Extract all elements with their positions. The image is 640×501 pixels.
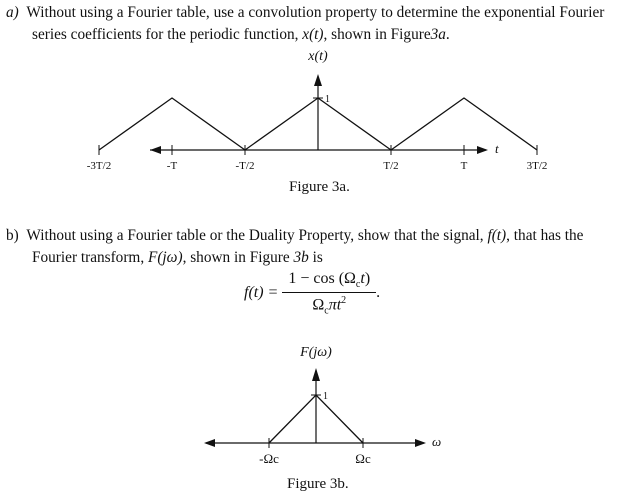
figure-3b-tick-label-1: Ωc	[355, 451, 371, 466]
figure-3b-tick-label-0: -Ωc	[259, 451, 279, 466]
figure-3b-y-label: F(jω)	[300, 345, 332, 360]
part-a-line2-prefix: series coefficients for the periodic function,	[32, 26, 299, 43]
figure-3a-caption: Figure 3a.	[289, 179, 350, 195]
part-a-line1: Without using a Fourier table, use a convolution property to determine the exponential Fourier	[26, 4, 605, 21]
figure-3b-w-axis-arrow-left	[204, 439, 215, 447]
figure-3a-tick-label-0: -3T/2	[86, 160, 112, 172]
part-b-line1-prefix: Without using a Fourier table or the Duality Property, show that the signal,	[26, 227, 484, 244]
figure-3b-w-axis-arrow-right	[415, 439, 426, 447]
figure-3a-tick-label-5: 3T/2	[526, 160, 548, 172]
part-b-figure-ref: 3b	[293, 249, 309, 266]
equation-numerator: $1 - \cos (\Omega_ct)$	[282, 270, 376, 293]
figure-3b-caption: Figure 3b.	[287, 476, 349, 492]
equation-denominator: $\Omega_c\pi t^2$	[312, 295, 347, 317]
equation-end: .	[376, 284, 381, 302]
part-a-label: a)	[6, 4, 19, 21]
part-b-line2-mid: , shown in Figure	[182, 249, 290, 266]
figure-3b-peak-label: 1	[323, 391, 328, 402]
part-b-label: b)	[6, 227, 19, 244]
part-a-line2-mid: , shown in Figure	[323, 26, 431, 43]
part-b-line2-end: is	[312, 249, 323, 266]
part-a-line2-end: .	[445, 26, 450, 43]
figure-3a-tick-label-1: -T	[166, 160, 178, 172]
part-b-line1-end: , that has the	[506, 227, 584, 244]
part-b-function: f(t)	[487, 227, 507, 244]
figure-3a-tick-label-2: -T/2	[235, 160, 255, 172]
figure-3a-tick-label-4: T	[460, 160, 468, 172]
figure-3a-peak-label: 1	[325, 94, 330, 105]
figure-3b-w-axis-label: ω	[432, 434, 442, 449]
figure-3a-t-axis-label: t	[495, 141, 499, 156]
figure-3b-y-axis-arrow	[312, 368, 320, 381]
equation-lhs: f(t) =	[244, 284, 279, 302]
figure-3a-tick-label-3: T/2	[383, 160, 399, 172]
part-a-figure-ref: 3a	[430, 26, 446, 43]
part-b-transform: F(jω)	[147, 249, 183, 266]
part-b-line2-prefix: Fourier transform,	[32, 249, 145, 266]
figure-3a-y-label: x(t)	[308, 49, 328, 64]
part-a-function: x(t)	[302, 26, 324, 43]
